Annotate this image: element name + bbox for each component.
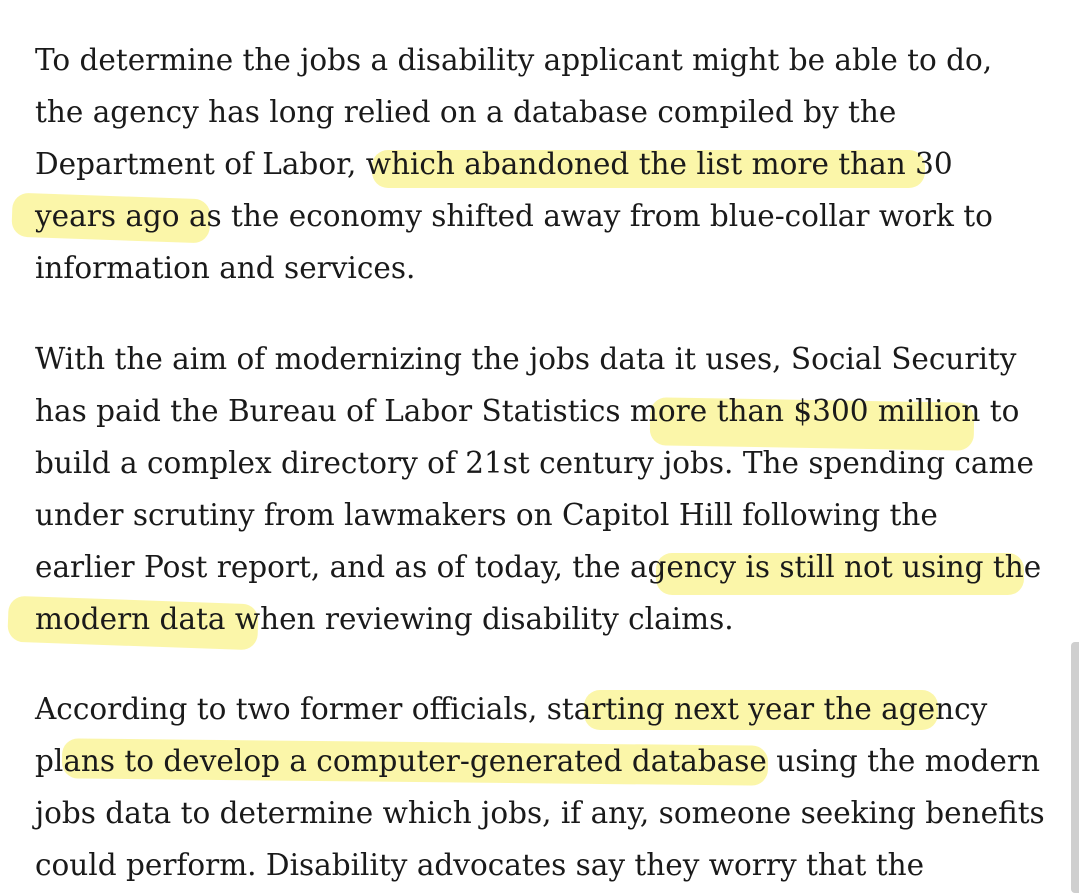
text-line: information and services. [35,251,416,285]
text-line: According to two former officials, starting next year the agency [35,692,988,726]
text-line: jobs data to determine which jobs, if any, someone seeking benefits [35,796,1045,830]
scrollbar[interactable] [1071,642,1079,893]
text-line: build a complex directory of 21st century jobs. The spending came [35,446,1034,480]
text-line: modern data when reviewing disability claims. [35,602,734,636]
text-line: Department of Labor, which abandoned the list more than 30 [35,147,953,181]
text-line: earlier Post report, and as of today, the agency is still not using the [35,550,1042,584]
text-line: To determine the jobs a disability applicant might be able to do, [35,43,993,77]
text-line: has paid the Bureau of Labor Statistics more than $300 million to [35,394,1020,428]
text-line: could perform. Disability advocates say they worry that the [35,848,925,882]
text-line: With the aim of modernizing the jobs data it uses, Social Security [35,342,1017,376]
text-line: plans to develop a computer-generated database using the modern [35,744,1040,778]
text-line: the agency has long relied on a database compiled by the [35,95,897,129]
text-line: years ago as the economy shifted away from blue-collar work to [35,199,993,233]
text-line: under scrutiny from lawmakers on Capitol Hill following the [35,498,938,532]
